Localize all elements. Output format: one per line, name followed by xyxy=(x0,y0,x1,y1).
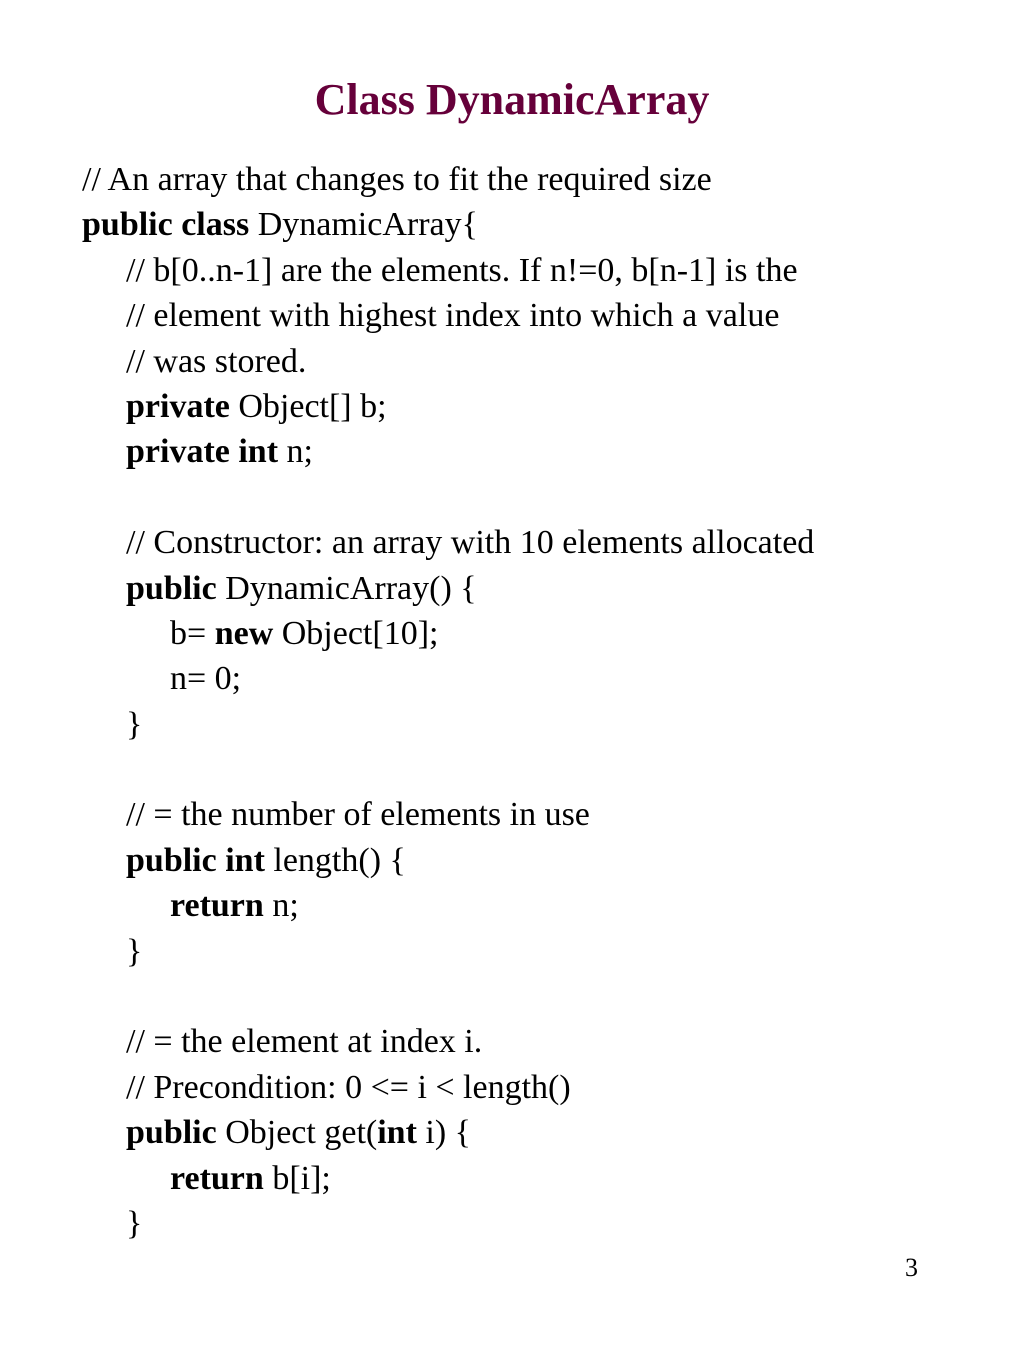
code-text: i) { xyxy=(416,1114,471,1152)
code-line-length-return xyxy=(82,883,982,928)
code-line-constructor-assign-b xyxy=(82,611,982,656)
keyword: private xyxy=(126,387,230,425)
keyword: return xyxy=(170,1159,264,1197)
code-listing xyxy=(82,157,982,1246)
code-line-get-signature xyxy=(82,1110,982,1155)
code-line-constructor-assign-n xyxy=(82,656,982,701)
code-text: } xyxy=(126,932,143,970)
code-line-constructor-signature xyxy=(82,566,982,611)
keyword: public xyxy=(126,569,217,607)
keyword: public class xyxy=(82,206,250,244)
code-line-get-comment-1 xyxy=(82,1019,982,1064)
comment-text: // b[0..n-1] are the elements. If n!=0, b[n-1] is the xyxy=(126,251,798,289)
comment-text: // = the number of elements in use xyxy=(126,796,590,834)
code-text: } xyxy=(126,705,143,743)
code-text: Object[10]; xyxy=(273,614,439,652)
keyword: return xyxy=(170,887,264,925)
slide-title: Class DynamicArray xyxy=(314,75,710,124)
code-line-length-close xyxy=(82,929,982,974)
keyword: private int xyxy=(126,433,279,471)
keyword: new xyxy=(214,614,274,652)
keyword: public int xyxy=(126,841,265,879)
code-line-get-close xyxy=(82,1201,982,1246)
code-text: DynamicArray() { xyxy=(216,569,477,607)
code-line-fields-comment-2 xyxy=(82,293,982,338)
code-line-length-signature xyxy=(82,838,982,883)
keyword: int xyxy=(377,1114,417,1152)
code-line-blank xyxy=(82,747,982,792)
code-text: Object[] b; xyxy=(229,387,387,425)
code-line-constructor-comment xyxy=(82,520,982,565)
code-line-get-comment-2 xyxy=(82,1065,982,1110)
code-line-blank xyxy=(82,974,982,1019)
keyword: public xyxy=(126,1114,217,1152)
code-text: b= xyxy=(170,614,215,652)
code-line-field-n xyxy=(82,429,982,474)
code-text: Object get( xyxy=(216,1114,378,1152)
comment-text: // Precondition: 0 <= i < length() xyxy=(126,1068,571,1106)
code-text: n; xyxy=(263,887,299,925)
code-line-get-return xyxy=(82,1156,982,1201)
code-text: n; xyxy=(278,433,313,471)
code-text: n= 0; xyxy=(170,660,242,698)
code-line-class-declaration xyxy=(82,202,982,247)
code-text: b[i]; xyxy=(263,1159,331,1197)
code-line-field-b xyxy=(82,384,982,429)
code-line-length-comment xyxy=(82,792,982,837)
code-line-fields-comment-1 xyxy=(82,248,982,293)
comment-text: // element with highest index into which a value xyxy=(126,297,780,335)
code-text: } xyxy=(126,1204,143,1242)
comment-text: // Constructor: an array with 10 elements allocated xyxy=(126,524,815,562)
comment-text: // = the element at index i. xyxy=(126,1023,483,1061)
comment-text: // was stored. xyxy=(126,342,307,380)
code-text: length() { xyxy=(264,841,406,879)
code-line-blank xyxy=(82,475,982,520)
code-line-fields-comment-3 xyxy=(82,339,982,384)
code-text: DynamicArray{ xyxy=(249,206,478,244)
comment-text: // An array that changes to fit the required size xyxy=(82,161,712,198)
code-line-constructor-close xyxy=(82,702,982,747)
code-line-class-comment xyxy=(82,157,982,202)
page-number: 3 xyxy=(905,1253,918,1282)
